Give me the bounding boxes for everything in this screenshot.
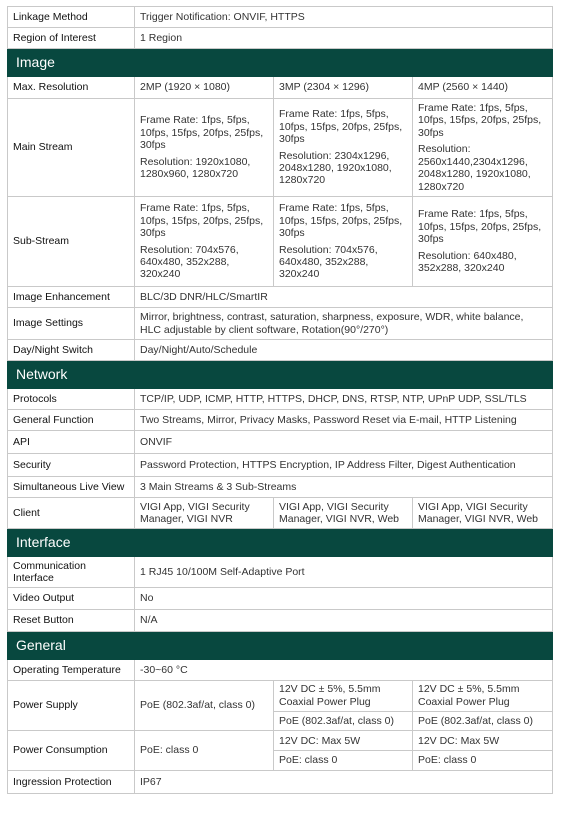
spec-row-linkage [8, 7, 553, 28]
spec-row-max-resolution [8, 77, 553, 99]
spec-label: Communication Interface [8, 557, 135, 588]
consumption-poe: PoE: class 0 [274, 750, 412, 766]
spec-row-security [8, 454, 553, 477]
spec-value: Mirror, brightness, contrast, saturation, sharpness, exposure, WDR, white balance, HLC adjustable by client software, Rotation(90°/270°) [135, 308, 553, 340]
spec-value: Two Streams, Mirror, Privacy Masks, Password Reset via E-mail, HTTP Listening [135, 410, 553, 431]
power-option-dc: 12V DC ± 5%, 5.5mm Coaxial Power Plug [418, 683, 520, 708]
spec-label: Linkage Method [8, 7, 135, 28]
resolution-text: Resolution: 704x576, 640x480, 352x288, 320x240 [279, 243, 378, 281]
spec-value [413, 731, 553, 771]
spec-value [274, 99, 413, 197]
spec-row-power-consumption [8, 731, 553, 771]
spec-table [7, 6, 553, 794]
spec-label: Security [8, 454, 135, 477]
spec-value: BLC/3D DNR/HLC/SmartIR [135, 287, 553, 308]
spec-row-general-function [8, 410, 553, 431]
spec-row-api [8, 431, 553, 454]
spec-label: Simultaneous Live View [8, 477, 135, 498]
spec-row-live-view [8, 477, 553, 498]
spec-value [135, 99, 274, 197]
spec-row-ingress [8, 771, 553, 794]
spec-value [274, 197, 413, 287]
spec-row-main-stream [8, 99, 553, 197]
spec-value: PoE: class 0 [135, 731, 274, 771]
spec-row-sub-stream [8, 197, 553, 287]
spec-label: Ingression Protection [8, 771, 135, 794]
spec-value: VIGI App, VIGI Security Manager, VIGI NVR, Web [274, 498, 413, 529]
spec-row-video-output [8, 588, 553, 610]
resolution-text: Resolution: 1920x1080, 1280x960, 1280x720 [140, 155, 251, 181]
spec-value: Day/Night/Auto/Schedule [135, 340, 553, 361]
section-header-interface [8, 529, 553, 557]
spec-row-reset-button [8, 610, 553, 632]
spec-value: 2MP (1920 × 1080) [135, 77, 274, 99]
spec-value: No [135, 588, 553, 610]
spec-label: General Function [8, 410, 135, 431]
spec-row-image-settings [8, 308, 553, 340]
power-option-dc: 12V DC ± 5%, 5.5mm Coaxial Power Plug [279, 683, 381, 708]
spec-row-day-night [8, 340, 553, 361]
power-option-poe: PoE (802.3af/at, class 0) [274, 711, 412, 727]
spec-label: Region of Interest [8, 28, 135, 49]
spec-row-temperature [8, 660, 553, 681]
spec-label: Video Output [8, 588, 135, 610]
section-title: Image [8, 49, 553, 77]
spec-label: Client [8, 498, 135, 529]
section-title: Network [8, 361, 553, 389]
spec-value [413, 681, 553, 731]
section-header-network [8, 361, 553, 389]
frame-rate-text: Frame Rate: 1fps, 5fps, 10fps, 15fps, 20fps, 25fps, 30fps [140, 114, 264, 152]
spec-label: Operating Temperature [8, 660, 135, 681]
spec-label: Max. Resolution [8, 77, 135, 99]
spec-label: Day/Night Switch [8, 340, 135, 361]
section-header-image [8, 49, 553, 77]
spec-value: Trigger Notification: ONVIF, HTTPS [135, 7, 553, 28]
spec-value: ONVIF [135, 431, 553, 454]
section-header-general [8, 632, 553, 660]
frame-rate-text: Frame Rate: 1fps, 5fps, 10fps, 15fps, 20fps, 25fps, 30fps [418, 102, 542, 139]
spec-value [413, 99, 553, 197]
consumption-poe: PoE: class 0 [413, 750, 552, 766]
spec-value: 4MP (2560 × 1440) [413, 77, 553, 99]
spec-row-power-supply [8, 681, 553, 731]
spec-value: Password Protection, HTTPS Encryption, IP Address Filter, Digest Authentication [135, 454, 553, 477]
frame-rate-text: Frame Rate: 1fps, 5fps, 10fps, 15fps, 20fps, 25fps, 30fps [140, 202, 264, 240]
spec-value: 3 Main Streams & 3 Sub-Streams [135, 477, 553, 498]
power-option-poe: PoE (802.3af/at, class 0) [413, 711, 552, 727]
resolution-text: Resolution: 2304x1296, 2048x1280, 1920x1080, 1280x720 [279, 149, 392, 187]
spec-label: Power Consumption [8, 731, 135, 771]
spec-label: Sub-Stream [8, 197, 135, 287]
section-title: General [8, 632, 553, 660]
spec-value: PoE (802.3af/at, class 0) [135, 681, 274, 731]
spec-row-image-enhancement [8, 287, 553, 308]
spec-value: VIGI App, VIGI Security Manager, VIGI NVR [135, 498, 274, 529]
spec-row-client [8, 498, 553, 529]
consumption-dc: 12V DC: Max 5W [418, 734, 500, 747]
spec-label: Power Supply [8, 681, 135, 731]
consumption-dc: 12V DC: Max 5W [279, 734, 361, 747]
spec-label: Image Enhancement [8, 287, 135, 308]
spec-value: TCP/IP, UDP, ICMP, HTTP, HTTPS, DHCP, DNS, RTSP, NTP, UPnP UDP, SSL/TLS [135, 389, 553, 410]
spec-label: Main Stream [8, 99, 135, 197]
spec-value: N/A [135, 610, 553, 632]
spec-value: 3MP (2304 × 1296) [274, 77, 413, 99]
spec-row-roi [8, 28, 553, 49]
spec-label: Reset Button [8, 610, 135, 632]
frame-rate-text: Frame Rate: 1fps, 5fps, 10fps, 15fps, 20fps, 25fps, 30fps [279, 202, 403, 240]
spec-value [135, 197, 274, 287]
spec-label: Image Settings [8, 308, 135, 340]
spec-label: API [8, 431, 135, 454]
resolution-text: Resolution: 640x480, 352x288, 320x240 [418, 249, 517, 275]
resolution-text: Resolution: 704x576, 640x480, 352x288, 320x240 [140, 243, 239, 281]
spec-value: 1 Region [135, 28, 553, 49]
spec-value [274, 681, 413, 731]
frame-rate-text: Frame Rate: 1fps, 5fps, 10fps, 15fps, 20fps, 25fps, 30fps [418, 208, 542, 246]
spec-value: VIGI App, VIGI Security Manager, VIGI NVR, Web [413, 498, 553, 529]
frame-rate-text: Frame Rate: 1fps, 5fps, 10fps, 15fps, 20fps, 25fps, 30fps [279, 108, 403, 146]
spec-value: -30~60 °C [135, 660, 553, 681]
resolution-text: Resolution: 2560x1440,2304x1296, 2048x1280, 1920x1080, 1280x720 [418, 143, 531, 193]
spec-value: IP67 [135, 771, 553, 794]
spec-row-protocols [8, 389, 553, 410]
spec-label: Protocols [8, 389, 135, 410]
spec-value [413, 197, 553, 287]
section-title: Interface [8, 529, 553, 557]
spec-value [274, 731, 413, 771]
spec-value: 1 RJ45 10/100M Self-Adaptive Port [135, 557, 553, 588]
spec-row-communication [8, 557, 553, 588]
